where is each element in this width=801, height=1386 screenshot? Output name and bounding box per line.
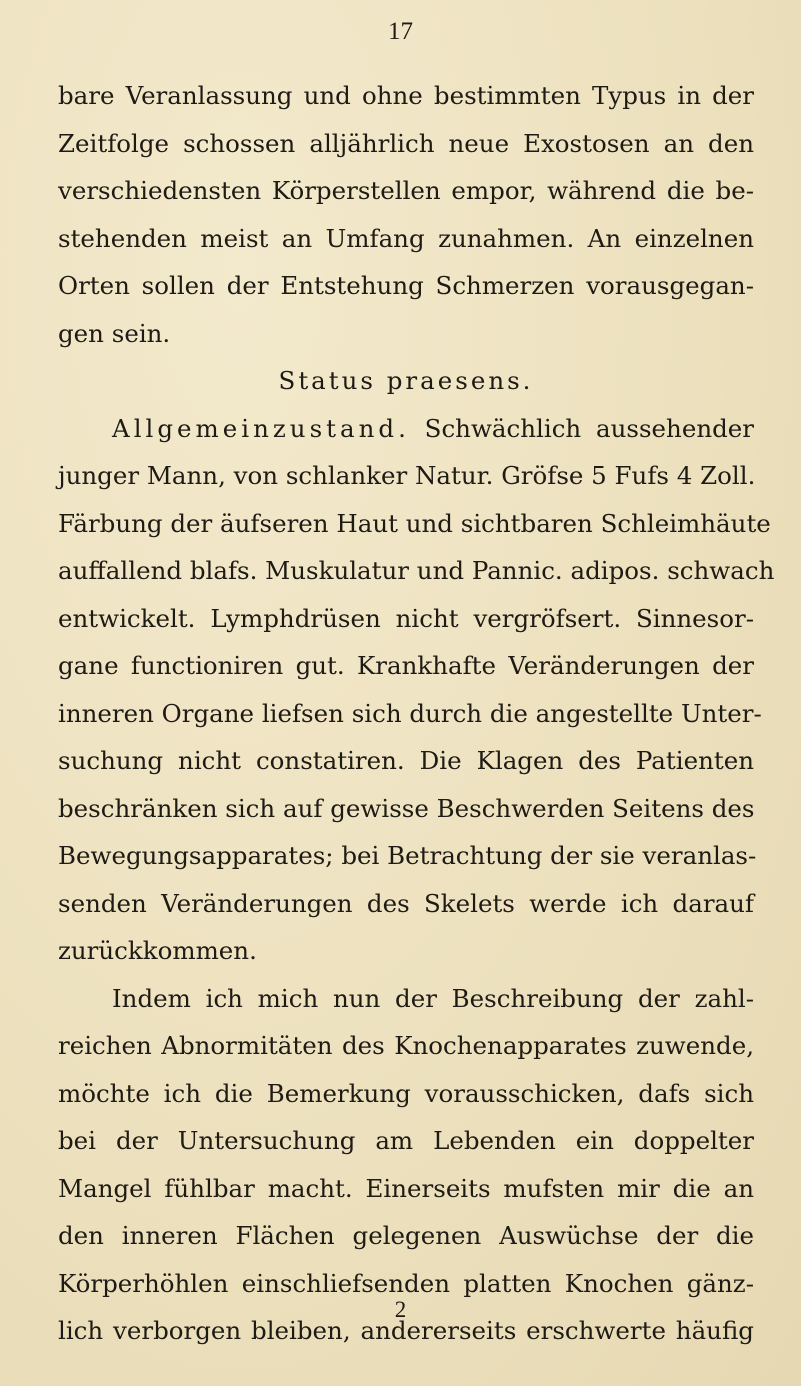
text-line: Indem ich mich nun der Beschreibung der zahl- [112,983,754,1013]
text-line: entwickelt. Lymphdrüsen nicht vergröfsert. Sinnesor- [58,603,754,633]
text-line: möchte ich die Bemerkung vorausschicken, dafs sich [58,1078,754,1108]
text-line: gane functioniren gut. Krankhafte Veränderungen der [58,651,754,680]
text-line: bare Veranlassung und ohne bestimmten Typus in der [58,81,754,110]
signature-mark: 2 [394,1297,407,1322]
text-line: gen sein. [58,318,171,348]
text-line: Bewegungsapparates; bei Betrachtung der sie veranlas- [58,841,757,870]
body-text [58,72,775,1355]
text-line: senden Veränderungen des Skelets werde ich darauf [58,888,754,918]
text-line: reichen Abnormitäten des Knochenapparates zuwende, [58,1031,754,1060]
text-line: bei der Untersuchung am Lebenden ein doppelter [58,1126,754,1155]
section-heading: Status praesens. [278,366,534,395]
text-line: inneren Organe liefsen sich durch die angestellte Unter- [58,698,762,728]
text-line: Mangel fühlbar macht. Einerseits mufsten mir die an [58,1173,754,1203]
text-line: stehenden meist an Umfang zunahmen. An einzelnen [58,223,754,253]
text-line: Färbung der äufseren Haut und sichtbaren Schleimhäute [58,508,771,538]
text-line: Körperhöhlen einschliefsenden platten Knochen gänz- [58,1268,754,1298]
text-line: junger Mann, von schlanker Natur. Gröfse 5 Fufs 4 Zoll. [58,461,756,490]
text-span: Schwächlich aussehender [409,413,754,443]
text-line: Zeitfolge schossen alljährlich neue Exostosen an den [58,128,754,158]
text-line [58,405,754,453]
subsection-lead: Allgemeinzustand. [112,413,410,443]
text-line: verschiedensten Körperstellen empor, während die be- [58,176,754,205]
text-line: lich verborgen bleiben, andererseits erschwerte häufig [58,1316,754,1345]
text-line: beschränken sich auf gewisse Beschwerden Seitens des [58,793,755,823]
text-line: zurückkommen. [58,936,257,965]
text-line: den inneren Flächen gelegenen Auswüchse der die [58,1221,754,1250]
page-number: 17 [388,18,413,45]
text-line: Orten sollen der Entstehung Schmerzen vorausgegan- [58,271,754,300]
text-line: suchung nicht constatiren. Die Klagen des Patienten [58,746,754,775]
text-line: auffallend blafs. Muskulatur und Pannic. adipos. schwach [58,556,775,585]
